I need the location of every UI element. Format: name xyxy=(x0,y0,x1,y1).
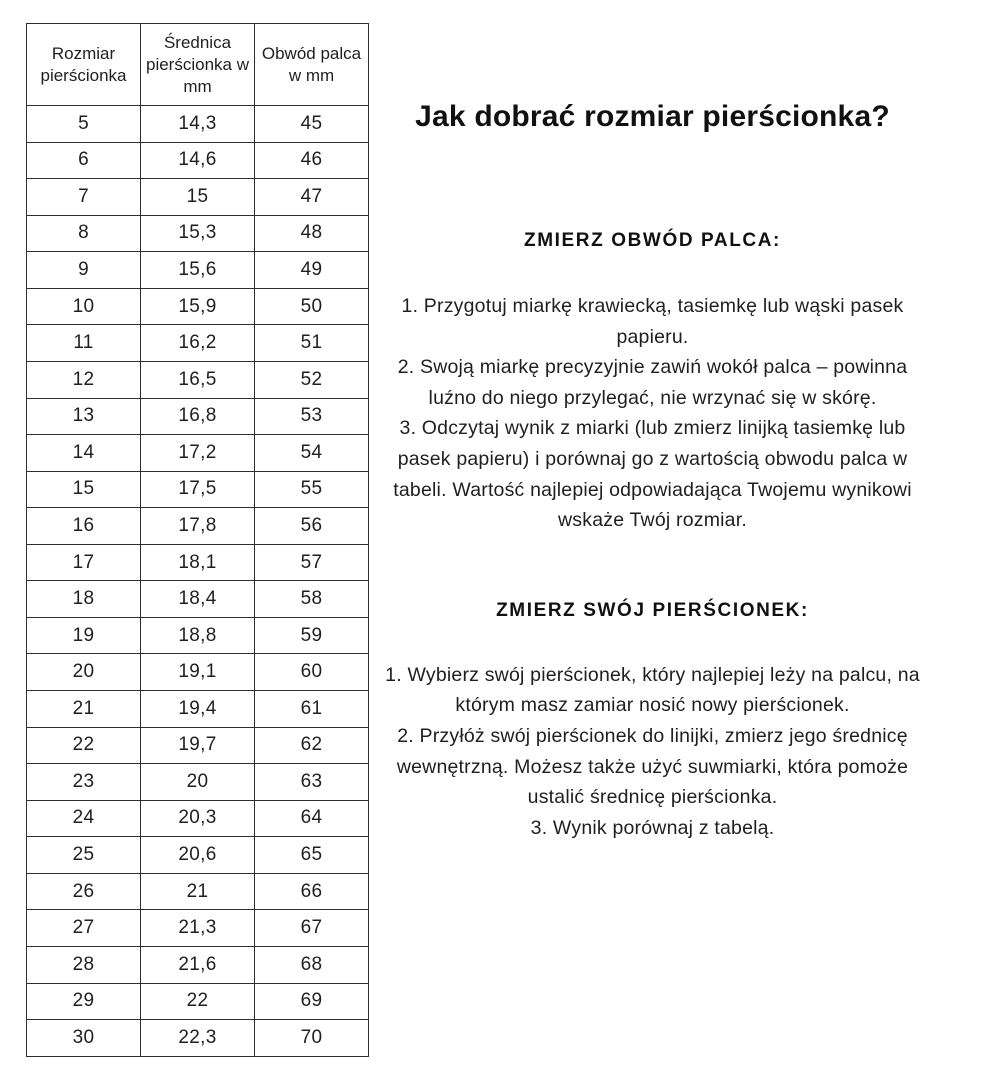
table-row xyxy=(27,837,369,874)
table-cell: 16,5 xyxy=(141,361,255,398)
table-cell: 50 xyxy=(255,288,369,325)
table-cell: 26 xyxy=(27,873,141,910)
ring-size-table-header xyxy=(27,24,369,106)
table-cell: 13 xyxy=(27,398,141,435)
table-cell: 19,1 xyxy=(141,654,255,691)
table-cell: 67 xyxy=(255,910,369,947)
section-heading-measure-finger: ZMIERZ OBWÓD PALCA: xyxy=(524,230,781,251)
table-cell: 69 xyxy=(255,983,369,1020)
table-row xyxy=(27,435,369,472)
table-cell: 45 xyxy=(255,106,369,143)
table-cell: 66 xyxy=(255,873,369,910)
table-cell: 62 xyxy=(255,727,369,764)
instructions-panel xyxy=(380,97,925,843)
ring-size-table-body xyxy=(27,106,369,1057)
instruction-item: 1. Wybierz swój pierścionek, który najlepiej leży na palcu, na którym masz zamiar nosić nowy pierścionek. xyxy=(385,663,920,717)
table-row xyxy=(27,581,369,618)
table-cell: 25 xyxy=(27,837,141,874)
table-cell: 15,6 xyxy=(141,252,255,289)
table-cell: 57 xyxy=(255,544,369,581)
table-row xyxy=(27,617,369,654)
table-cell: 30 xyxy=(27,1020,141,1057)
table-cell: 15,9 xyxy=(141,288,255,325)
table-cell: 14,6 xyxy=(141,142,255,179)
table-cell: 18 xyxy=(27,581,141,618)
table-cell: 21 xyxy=(27,691,141,728)
ring-size-table xyxy=(26,23,369,1057)
table-cell: 52 xyxy=(255,361,369,398)
table-cell: 54 xyxy=(255,435,369,472)
table-cell: 49 xyxy=(255,252,369,289)
table-header-cell: Średnica pierścionka w mm xyxy=(141,24,255,106)
section-measure-ring xyxy=(380,598,925,844)
instruction-item: 3. Wynik porównaj z tabelą. xyxy=(530,816,775,839)
table-row xyxy=(27,508,369,545)
table-cell: 9 xyxy=(27,252,141,289)
instruction-item: 2. Swoją miarkę precyzyjnie zawiń wokół palca – powinna luźno do niego przylegać, nie wrzynać się w skórę. xyxy=(397,356,908,409)
table-cell: 29 xyxy=(27,983,141,1020)
table-row xyxy=(27,873,369,910)
table-cell: 7 xyxy=(27,179,141,216)
table-cell: 23 xyxy=(27,764,141,801)
table-cell: 19,7 xyxy=(141,727,255,764)
table-cell: 16,2 xyxy=(141,325,255,362)
table-cell: 22 xyxy=(27,727,141,764)
instruction-item: 1. Przygotuj miarkę krawiecką, tasiemkę lub wąski pasek papieru. xyxy=(401,295,904,348)
table-cell: 64 xyxy=(255,800,369,837)
table-row xyxy=(27,983,369,1020)
table-cell: 17,8 xyxy=(141,508,255,545)
table-cell: 10 xyxy=(27,288,141,325)
table-header-row xyxy=(27,24,369,106)
instruction-list-measure-finger xyxy=(380,291,925,536)
table-row xyxy=(27,946,369,983)
table-row xyxy=(27,800,369,837)
table-cell: 15 xyxy=(27,471,141,508)
table-cell: 14 xyxy=(27,435,141,472)
table-cell: 51 xyxy=(255,325,369,362)
section-measure-finger xyxy=(380,228,925,536)
table-cell: 8 xyxy=(27,215,141,252)
table-cell: 56 xyxy=(255,508,369,545)
table-cell: 20 xyxy=(27,654,141,691)
table-row xyxy=(27,288,369,325)
table-cell: 16,8 xyxy=(141,398,255,435)
table-cell: 5 xyxy=(27,106,141,143)
table-cell: 18,1 xyxy=(141,544,255,581)
table-row xyxy=(27,215,369,252)
table-cell: 21,3 xyxy=(141,910,255,947)
table-cell: 6 xyxy=(27,142,141,179)
table-cell: 63 xyxy=(255,764,369,801)
table-row xyxy=(27,142,369,179)
table-row xyxy=(27,106,369,143)
table-row xyxy=(27,398,369,435)
table-cell: 12 xyxy=(27,361,141,398)
table-cell: 21 xyxy=(141,873,255,910)
table-cell: 61 xyxy=(255,691,369,728)
table-row xyxy=(27,325,369,362)
table-row xyxy=(27,910,369,947)
instruction-item: 2. Przyłóż swój pierścionek do linijki, zmierz jego średnicę wewnętrzną. Możesz także użyć suwmiarki, która pomoże ustalić średnicę pierścionka. xyxy=(396,724,909,809)
table-cell: 60 xyxy=(255,654,369,691)
table-cell: 19 xyxy=(27,617,141,654)
table-cell: 47 xyxy=(255,179,369,216)
table-cell: 59 xyxy=(255,617,369,654)
table-row xyxy=(27,764,369,801)
table-row xyxy=(27,727,369,764)
table-cell: 17,5 xyxy=(141,471,255,508)
table-cell: 53 xyxy=(255,398,369,435)
table-row xyxy=(27,361,369,398)
table-cell: 70 xyxy=(255,1020,369,1057)
table-cell: 55 xyxy=(255,471,369,508)
table-cell: 22 xyxy=(141,983,255,1020)
table-cell: 16 xyxy=(27,508,141,545)
table-cell: 17,2 xyxy=(141,435,255,472)
table-row xyxy=(27,654,369,691)
table-cell: 11 xyxy=(27,325,141,362)
instruction-list-measure-ring xyxy=(380,660,925,844)
table-cell: 21,6 xyxy=(141,946,255,983)
section-heading-measure-ring: ZMIERZ SWÓJ PIERŚCIONEK: xyxy=(496,599,809,621)
table-cell: 18,8 xyxy=(141,617,255,654)
table-cell: 15 xyxy=(141,179,255,216)
table-cell: 14,3 xyxy=(141,106,255,143)
table-row xyxy=(27,544,369,581)
table-cell: 18,4 xyxy=(141,581,255,618)
page-title: Jak dobrać rozmiar pierścionka? xyxy=(415,100,890,133)
table-cell: 22,3 xyxy=(141,1020,255,1057)
table-cell: 68 xyxy=(255,946,369,983)
instruction-item: 3. Odczytaj wynik z miarki (lub zmierz linijką tasiemkę lub pasek papieru) i porównaj go z wartością obwodu palca w tabeli. Wartość najlepiej odpowiadająca Twojemu wynikowi wskaże Twój rozmiar. xyxy=(393,417,912,532)
table-row xyxy=(27,1020,369,1057)
table-header-cell: Rozmiar pierścionka xyxy=(27,24,141,106)
table-cell: 20,3 xyxy=(141,800,255,837)
table-cell: 58 xyxy=(255,581,369,618)
table-row xyxy=(27,252,369,289)
table-cell: 28 xyxy=(27,946,141,983)
table-cell: 17 xyxy=(27,544,141,581)
table-header-cell: Obwód palca w mm xyxy=(255,24,369,106)
table-cell: 20,6 xyxy=(141,837,255,874)
table-cell: 48 xyxy=(255,215,369,252)
table-cell: 24 xyxy=(27,800,141,837)
table-row xyxy=(27,691,369,728)
table-row xyxy=(27,179,369,216)
table-cell: 20 xyxy=(141,764,255,801)
table-cell: 19,4 xyxy=(141,691,255,728)
table-cell: 15,3 xyxy=(141,215,255,252)
table-cell: 27 xyxy=(27,910,141,947)
table-row xyxy=(27,471,369,508)
table-cell: 46 xyxy=(255,142,369,179)
table-cell: 65 xyxy=(255,837,369,874)
